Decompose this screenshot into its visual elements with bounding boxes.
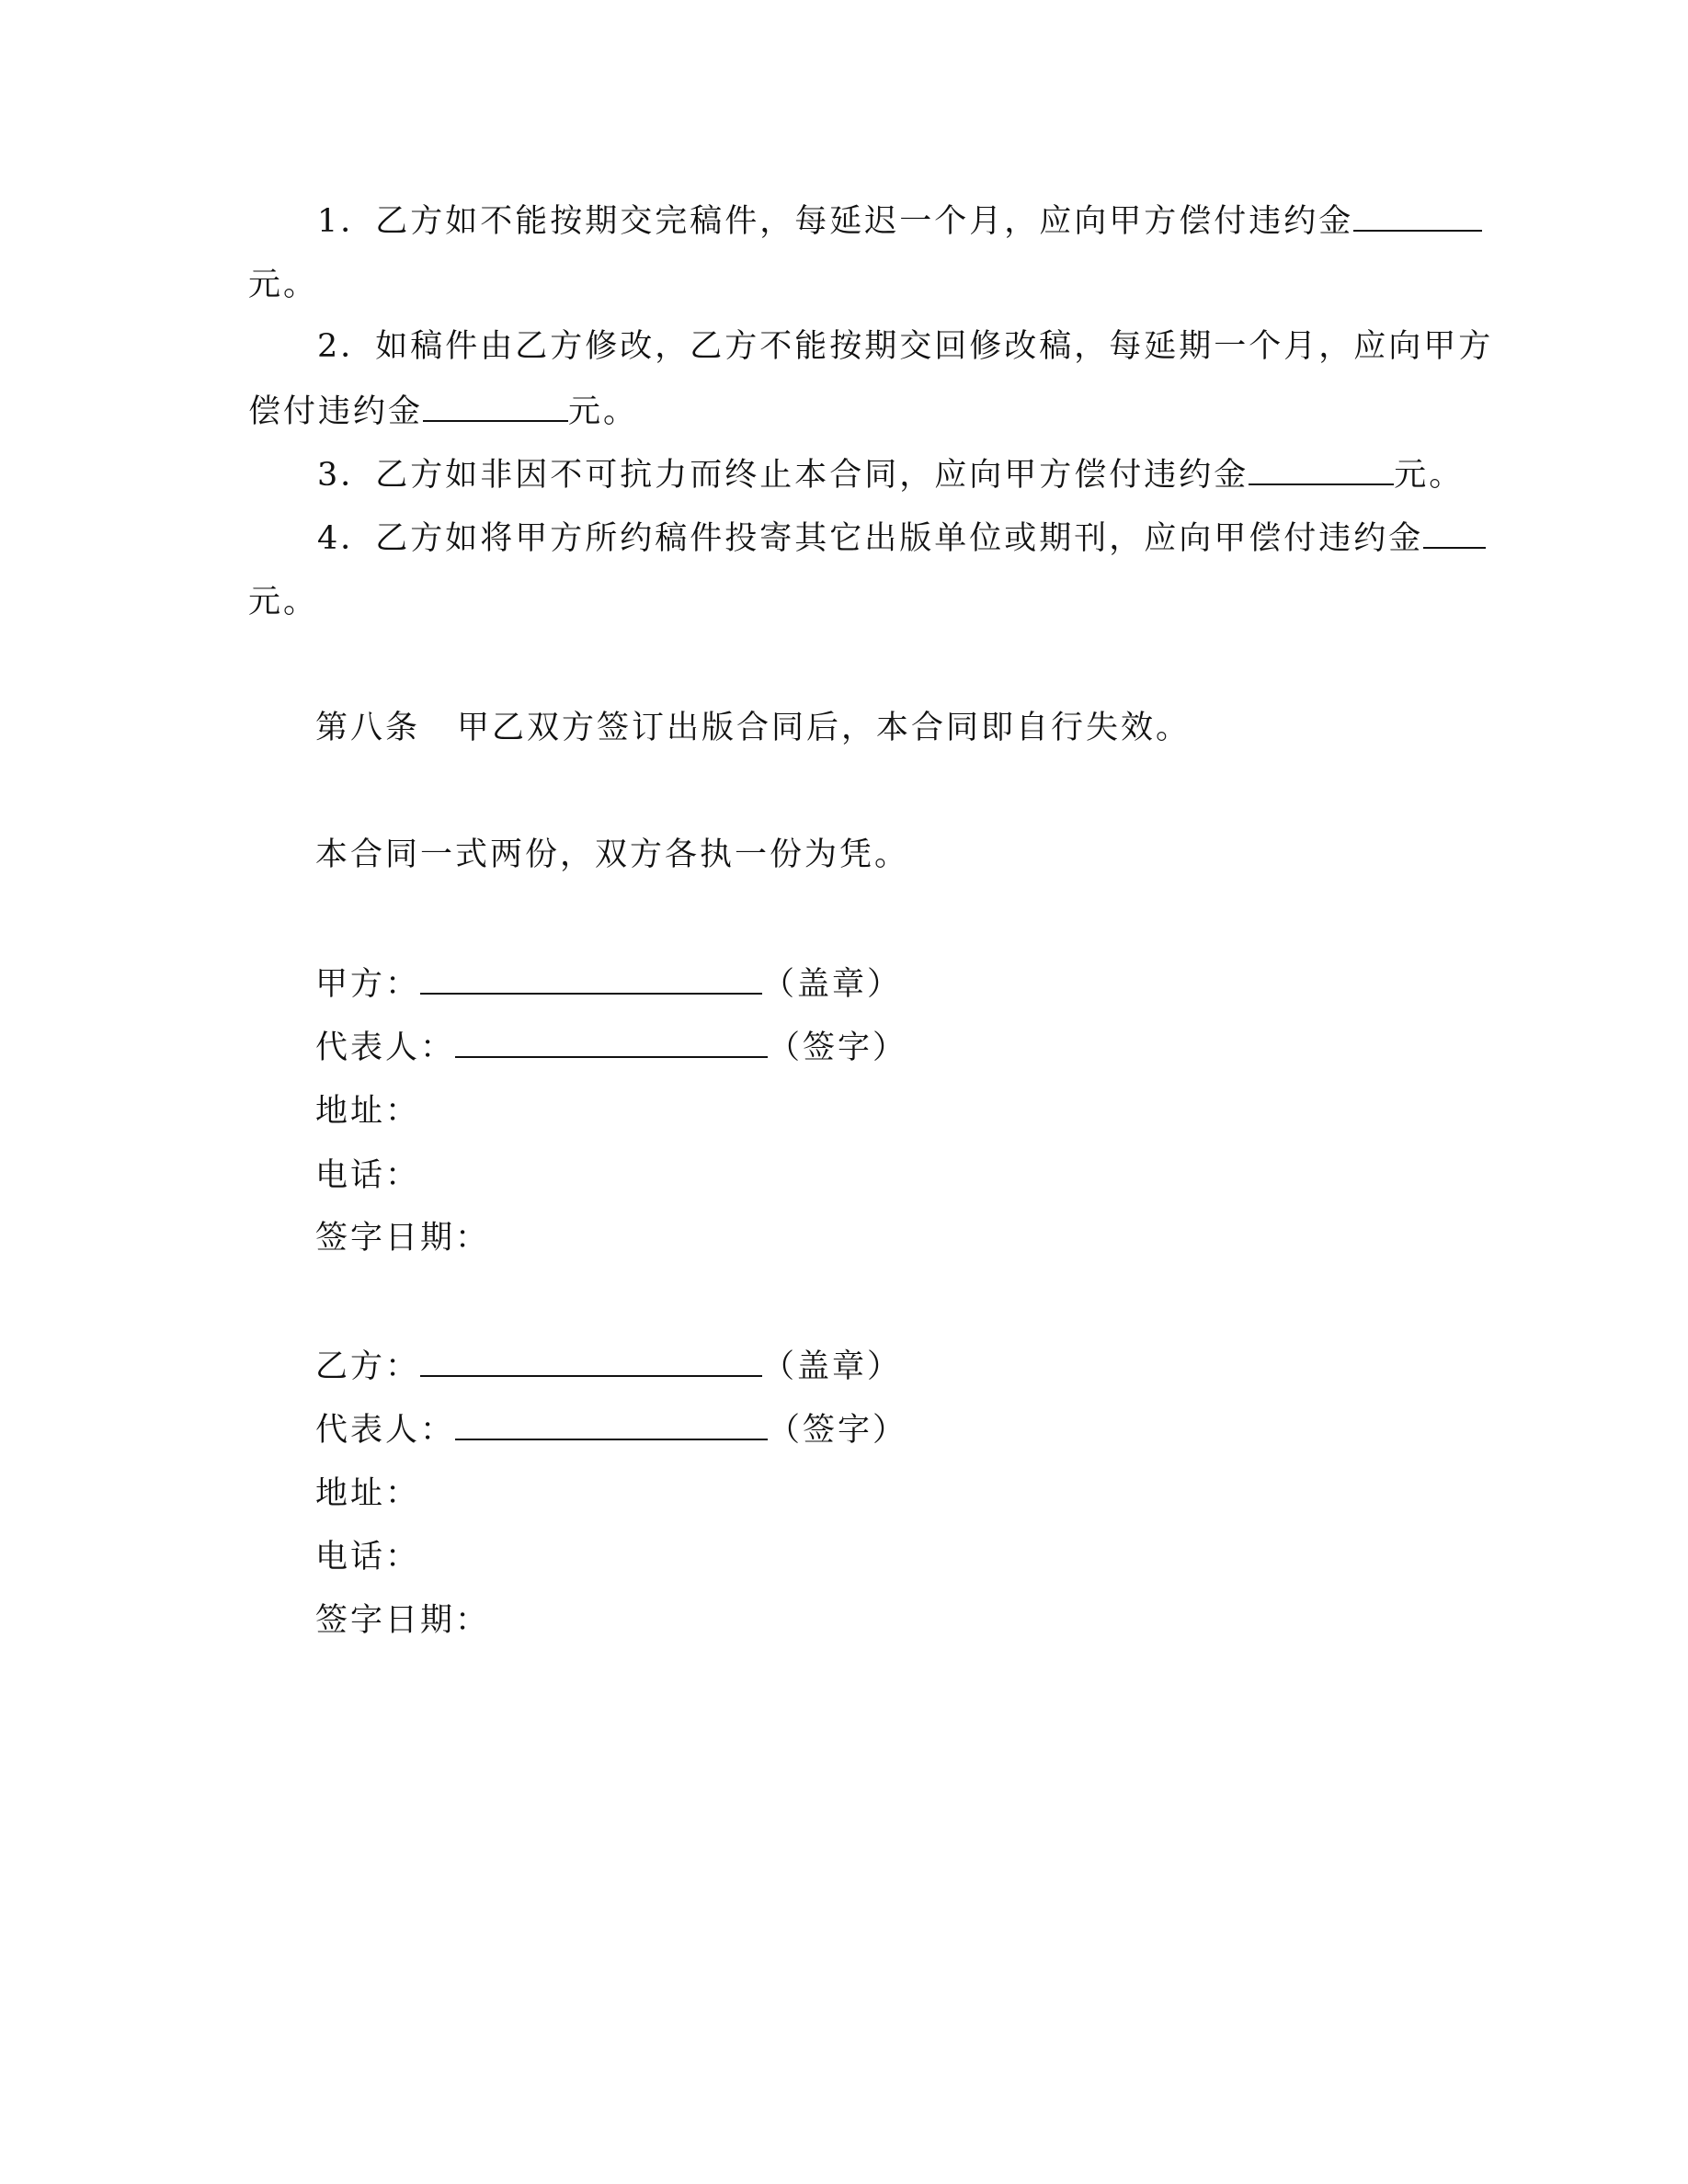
party-a-row <box>315 965 902 1003</box>
clause-1-text: 1．乙方如不能按期交完稿件，每延迟一个月，应向甲方偿付违约金 <box>317 203 1354 240</box>
party-b-representative-row <box>315 1411 907 1449</box>
party-a-label: 甲方： <box>315 966 421 1003</box>
clause-2-text: 2．如稿件由乙方修改，乙方不能按期交回修改稿，每延期一个月，应向甲方 <box>317 328 1494 365</box>
party-a-date-row <box>315 1220 490 1257</box>
party-b-sign-label: （签字） <box>768 1412 908 1449</box>
party-a-rep-label: 代表人： <box>315 1029 456 1066</box>
party-b-seal-label: （盖章） <box>762 1348 903 1385</box>
clause-1-continued <box>248 267 318 303</box>
party-b-address-label: 地址： <box>315 1475 421 1512</box>
copies-note-text: 本合同一式两份，双方各执一份为凭。 <box>315 836 910 873</box>
clause-2-unit: 元。 <box>568 393 639 430</box>
article-8-number: 第八条 <box>315 710 421 746</box>
party-b-date-label: 签字日期： <box>315 1602 491 1639</box>
party-b-phone-row <box>315 1539 420 1575</box>
party-a-seal-label: （盖章） <box>762 966 903 1003</box>
party-b-row <box>315 1348 902 1385</box>
party-a-phone-row <box>315 1157 420 1194</box>
clause-4 <box>317 519 1486 557</box>
copies-note <box>315 836 909 873</box>
party-a-representative-row <box>315 1029 907 1066</box>
penalty-amount-blank-2[interactable] <box>423 392 568 422</box>
clause-2-text-continued: 偿付违约金 <box>248 393 424 430</box>
clause-4-unit: 元。 <box>248 584 319 620</box>
clause-4-text: 4．乙方如将甲方所约稿件投寄其它出版单位或期刊，应向甲偿付违约金 <box>317 520 1424 557</box>
clause-4-continued <box>248 584 318 620</box>
article-8 <box>315 710 1191 746</box>
clause-3 <box>317 456 1464 494</box>
party-a-sign-label: （签字） <box>768 1029 908 1066</box>
party-b-address-row <box>315 1475 420 1512</box>
party-a-address-label: 地址： <box>315 1093 421 1130</box>
clause-2 <box>317 328 1493 365</box>
party-b-name-field[interactable] <box>420 1348 762 1377</box>
party-b-label: 乙方： <box>315 1348 421 1385</box>
clause-3-unit: 元。 <box>1394 457 1465 494</box>
penalty-amount-blank-3[interactable] <box>1249 456 1394 485</box>
party-a-phone-label: 电话： <box>315 1157 421 1194</box>
clause-2-continued <box>248 392 638 430</box>
party-b-rep-label: 代表人： <box>315 1412 456 1449</box>
party-a-address-row <box>315 1093 420 1130</box>
clause-3-text: 3．乙方如非因不可抗力而终止本合同，应向甲方偿付违约金 <box>317 457 1249 494</box>
party-b-phone-label: 电话： <box>315 1539 421 1575</box>
party-a-representative-field[interactable] <box>455 1029 768 1058</box>
clause-1-unit: 元。 <box>248 267 319 303</box>
penalty-amount-blank-1[interactable] <box>1353 202 1482 232</box>
party-a-name-field[interactable] <box>420 965 762 995</box>
article-8-text: 甲乙双方签订出版合同后，本合同即自行失效。 <box>457 710 1192 746</box>
party-a-date-label: 签字日期： <box>315 1220 491 1257</box>
clause-1 <box>317 202 1482 240</box>
penalty-amount-blank-4[interactable] <box>1423 519 1486 549</box>
party-b-date-row <box>315 1602 490 1639</box>
party-b-representative-field[interactable] <box>455 1411 768 1440</box>
